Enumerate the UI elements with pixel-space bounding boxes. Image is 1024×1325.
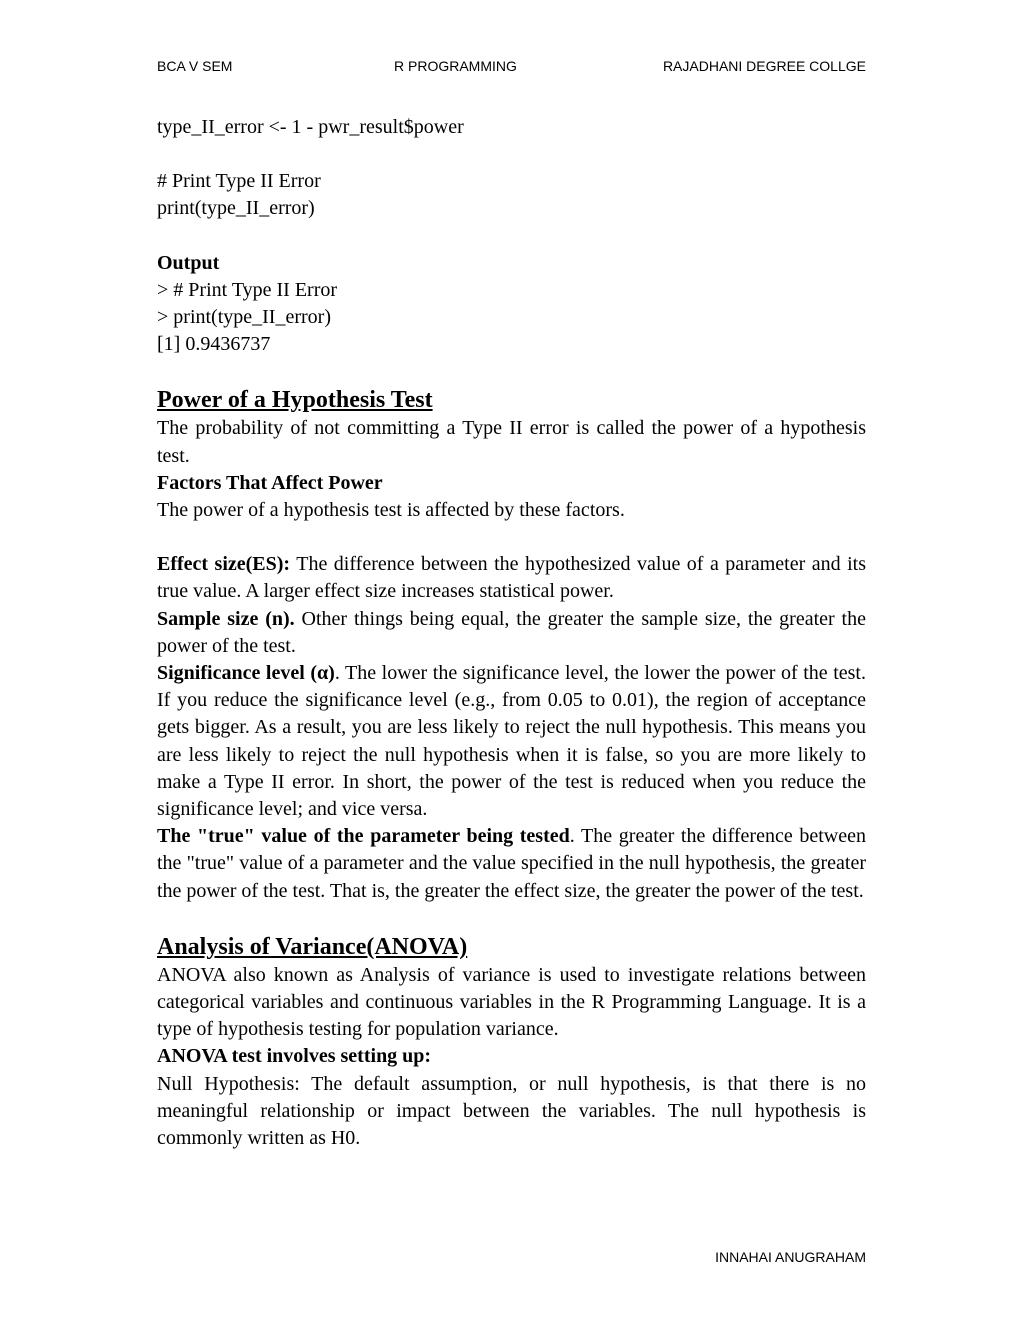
header-college: RAJADHANI DEGREE COLLGE <box>662 58 866 74</box>
anova-setup-heading: ANOVA test involves setting up: <box>157 1045 432 1068</box>
page-header <box>157 58 866 74</box>
code-print: print(type_II_error) <box>157 197 315 220</box>
header-course: BCA V SEM <box>157 58 233 74</box>
output-line-2: > print(type_II_error) <box>157 306 331 329</box>
factor-significance: Significance level (α). The lower the significance level, the lower the power of the test. If you reduce the significance level (e.g., from 0.05 to 0.01), the region of acceptance gets bigger. As a result, you are less likely to reject the null hypothesis. This means you are less likely to reject the null hypothesis when it is false, so you are more likely to make a Type II error. In short, the power of the test is reduced when you reduce the significance level; and vice versa. <box>157 662 866 821</box>
anova-null-hypothesis: Null Hypothesis: The default assumption, or null hypothesis, is that there is no meaningful relationship or impact between the variables. The null hypothesis is commonly written as H0. <box>157 1072 866 1150</box>
power-intro: The probability of not committing a Type II error is called the power of a hypothesis test. <box>157 417 866 467</box>
output-line-1: > # Print Type II Error <box>157 278 338 301</box>
power-heading: Power of a Hypothesis Test <box>157 387 433 414</box>
code-line: type_II_error <- 1 - pwr_result$power <box>157 116 464 138</box>
anova-heading: Analysis of Variance(ANOVA) <box>157 933 468 960</box>
factors-intro: The power of a hypothesis test is affected by these factors. <box>157 499 625 522</box>
factor-sample-size: Sample size (n). Other things being equal, the greater the sample size, the greater the power of the test. <box>157 607 866 657</box>
page-footer: INNAHAI ANUGRAHAM <box>715 1249 866 1265</box>
output-line-3: [1] 0.9436737 <box>157 333 271 356</box>
factors-heading: Factors That Affect Power <box>157 471 383 494</box>
header-subject: R PROGRAMMING <box>394 58 517 74</box>
factor-true-value: The "true" value of the parameter being tested. The greater the difference between the "true" value of a parameter and the value specified in the null hypothesis, the greater the power of the test. That is, the greater the effect size, the greater the power of the test. <box>157 825 866 902</box>
factor-effect-size: Effect size(ES): The difference between the hypothesized value of a parameter and its true value. A larger effect size increases statistical power. <box>157 553 866 603</box>
output-label: Output <box>157 251 220 274</box>
page-content <box>157 114 866 1152</box>
code-comment: # Print Type II Error <box>157 170 321 193</box>
anova-intro: ANOVA also known as Analysis of variance is used to investigate relations between categorical variables and continuous variables in the R Programming Language. It is a type of hypothesis testing for population variance. <box>157 963 866 1041</box>
